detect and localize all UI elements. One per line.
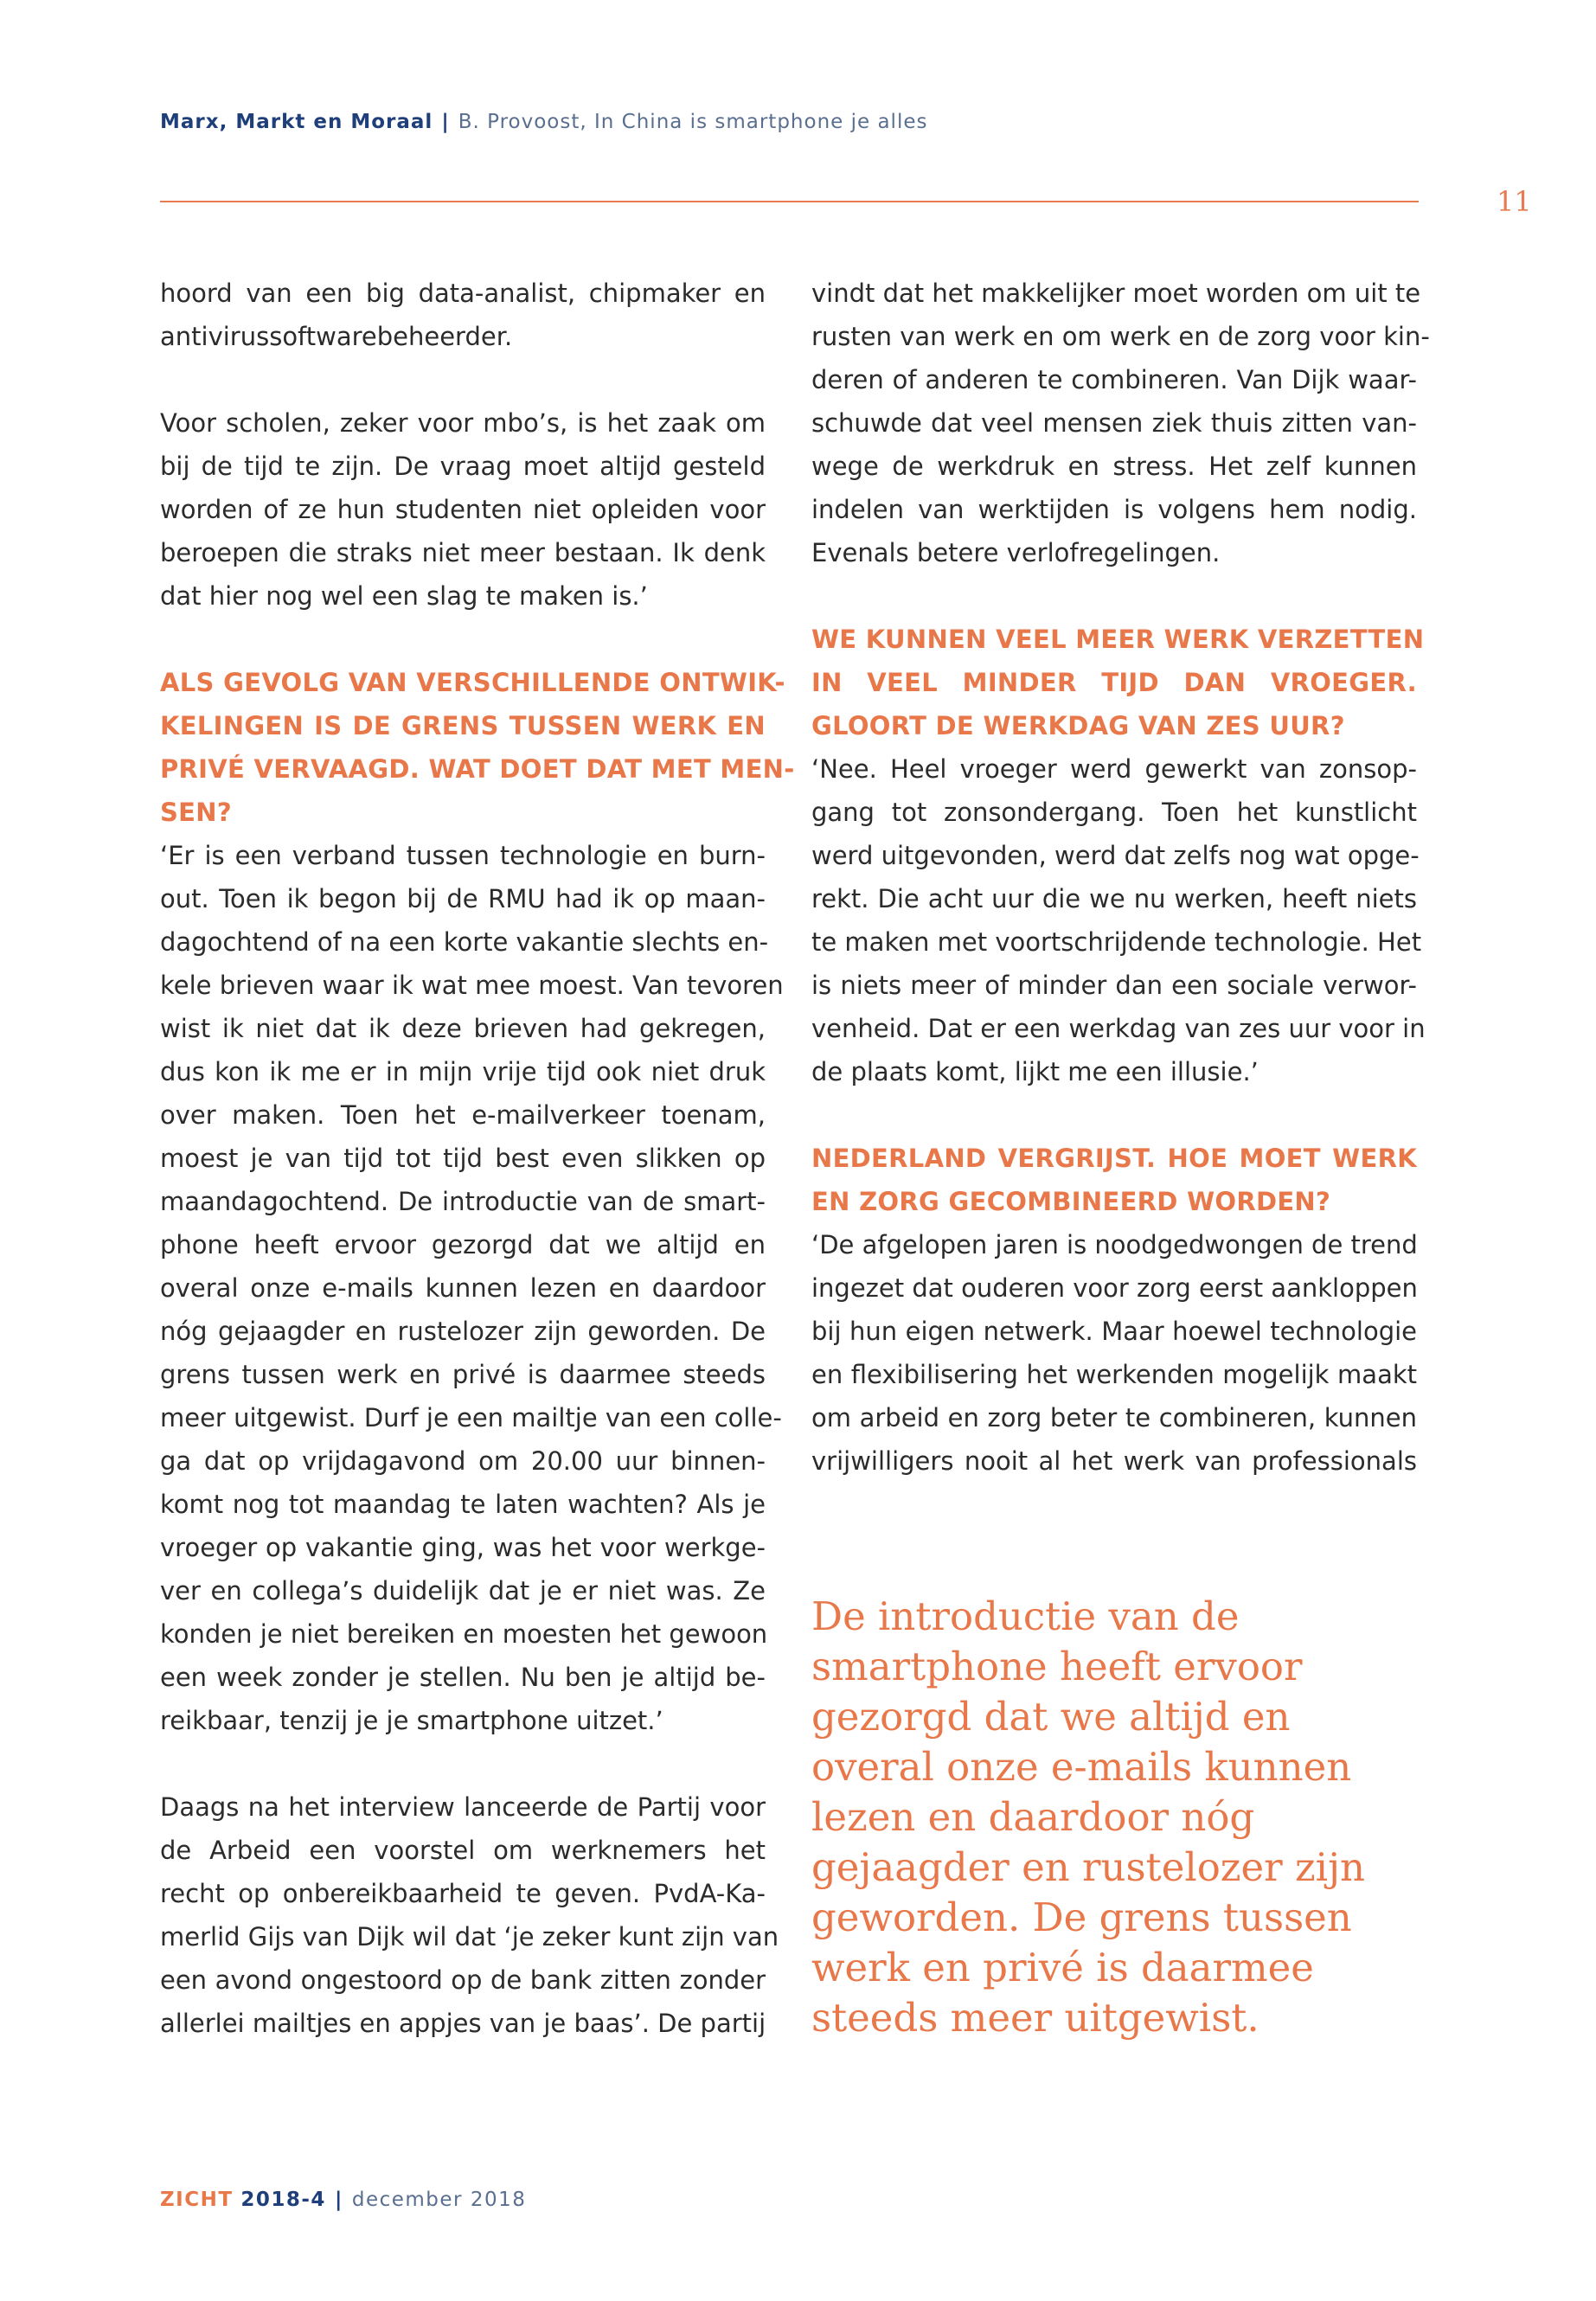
body-text-line: te maken met voortschrijdende technologie. Het [811,927,1422,957]
header-rule [160,201,1419,202]
body-text-line: dus kon ik me er in mijn vrije tijd ook niet druk [160,1057,766,1086]
magazine-name: ZICHT [160,2189,234,2211]
body-text-line: over maken. Toen het e-mailverkeer toenam, [160,1100,766,1130]
pull-quote-line: steeds meer uitgewist. [811,1995,1259,2041]
body-text-line: out. Toen ik begon bij de RMU had ik op maan- [160,884,766,913]
right-column [811,272,1430,1483]
body-text-line: rekt. Die acht uur die we nu werken, heeft niets [811,884,1417,913]
body-text-line: venheid. Dat er een werkdag van zes uur voor in [811,1014,1426,1043]
body-text-line: moest je van tijd tot tijd best even slikken op [160,1144,766,1173]
body-text-line: ‘Er is een verband tussen technologie en burn- [160,841,766,870]
paragraph-gap [811,574,1417,618]
pull-quote-line: De introductie van de [811,1593,1240,1639]
interview-question-line: ALS GEVOLG VAN VERSCHILLENDE ONTWIK- [160,668,785,697]
pull-quote-line: gejaagder en rustelozer zijn [811,1844,1365,1890]
paragraph-gap [160,358,766,401]
pull-quote-line: gezorgd dat we altijd en [811,1694,1291,1740]
issue-number: 2018-4 [240,2189,326,2211]
pull-quote-line: geworden. De grens tussen [811,1894,1352,1940]
body-text-line: ingezet dat ouderen voor zorg eerst aankloppen [811,1273,1418,1303]
body-text-line: om arbeid en zorg beter te combineren, kunnen [811,1403,1417,1433]
pull-quote [811,1592,1434,2043]
issue-date: december 2018 [351,2189,527,2211]
paragraph-gap [160,1742,766,1785]
body-text-line: konden je niet bereiken en moesten het gewoon [160,1619,768,1649]
body-text-line: nóg gejaagder en rustelozer zijn geworden. De [160,1317,766,1346]
body-text-line: allerlei mailtjes en appjes van je baas’. De partij [160,2009,766,2038]
body-text-line: ‘Nee. Heel vroeger werd gewerkt van zonsop- [811,754,1417,784]
body-text-line: een avond ongestoord op de bank zitten zonder [160,1965,766,1995]
body-text-line: worden of ze hun studenten niet opleiden voor [160,495,766,524]
interview-question-line: PRIVÉ VERVAAGD. WAT DOET DAT MET MEN- [160,754,795,784]
pull-quote-line: werk en privé is daarmee [811,1945,1314,1990]
body-text-line: ‘De afgelopen jaren is noodgedwongen de trend [811,1230,1418,1259]
body-text-line: dat hier nog wel een slag te maken is.’ [160,581,648,611]
paragraph-gap [811,1093,1417,1137]
running-header [160,111,927,133]
interview-question-line: EN ZORG GECOMBINEERD WORDEN? [811,1187,1331,1216]
body-text-line: reikbaar, tenzij je je smartphone uitzet.’ [160,1706,663,1735]
interview-question-line: WE KUNNEN VEEL MEER WERK VERZETTEN [811,625,1425,654]
body-text-line: rusten van werk en om werk en de zorg voor kin- [811,322,1430,351]
body-text-line: vrijwilligers nooit al het werk van professionals [811,1446,1417,1476]
body-text-line: recht op onbereikbaarheid te geven. PvdA-Ka- [160,1879,766,1908]
body-text-line: beroepen die straks niet meer bestaan. Ik denk [160,538,766,567]
body-text-line: ga dat op vrijdagavond om 20.00 uur binnen- [160,1446,766,1476]
interview-question-line: GLOORT DE WERKDAG VAN ZES UUR? [811,711,1345,740]
interview-question-line: IN VEEL MINDER TIJD DAN VROEGER. [811,668,1417,697]
body-text-line: is niets meer of minder dan een sociale verwor- [811,971,1417,1000]
body-text-line: antivirussoftwarebeheerder. [160,322,513,351]
pull-quote-line: smartphone heeft ervoor [811,1644,1303,1689]
body-text-line: wist ik niet dat ik deze brieven had gekregen, [160,1014,766,1043]
body-text-line: gang tot zonsondergang. Toen het kunstlicht [811,798,1417,827]
body-text-line: wege de werkdruk en stress. Het zelf kunnen [811,452,1417,481]
article-reference: B. Provoost, In China is smartphone je alles [458,111,928,133]
footer-separator: | [334,2189,343,2211]
body-text-line: schuwde dat veel mensen ziek thuis zitten van- [811,408,1417,438]
interview-question-line: SEN? [160,798,232,827]
body-text-line: bij de tijd te zijn. De vraag moet altijd gesteld [160,452,766,481]
body-text-line: de plaats komt, lijkt me een illusie.’ [811,1057,1259,1086]
page-footer [160,2189,526,2211]
body-text-line: overal onze e-mails kunnen lezen en daardoor [160,1273,766,1303]
pull-quote-line: overal onze e-mails kunnen [811,1744,1352,1790]
paragraph-gap [160,618,766,661]
left-column [160,272,795,2045]
body-text-line: deren of anderen te combineren. Van Dijk waar- [811,365,1417,394]
page-number: 11 [1497,185,1532,218]
header-separator: | [441,111,450,133]
interview-question-line: NEDERLAND VERGRIJST. HOE MOET WERK [811,1144,1417,1173]
body-text-line: maandagochtend. De introductie van de smart- [160,1187,766,1216]
body-text-line: Voor scholen, zeker voor mbo’s, is het zaak om [160,408,766,438]
body-text-line: merlid Gijs van Dijk wil dat ‘je zeker kunt zijn van [160,1922,779,1952]
body-text-line: Daags na het interview lanceerde de Partij voor [160,1792,766,1822]
pull-quote-line: lezen en daardoor nóg [811,1794,1255,1840]
body-text-line: werd uitgevonden, werd dat zelfs nog wat opge- [811,841,1420,870]
body-text-line: dagochtend of na een korte vakantie slechts en- [160,927,769,957]
body-text-line: indelen van werktijden is volgens hem nodig. [811,495,1417,524]
body-text-line: en flexibilisering het werkenden mogelijk maakt [811,1360,1417,1389]
body-text-line: vindt dat het makkelijker moet worden om uit te [811,279,1421,308]
body-text-line: ver en collega’s duidelijk dat je er niet was. Ze [160,1576,766,1606]
body-text-line: vroeger op vakantie ging, was het voor werkge- [160,1533,766,1562]
body-text-line: bij hun eigen netwerk. Maar hoewel technologie [811,1317,1417,1346]
body-text-line: de Arbeid een voorstel om werknemers het [160,1836,766,1865]
body-text-line: een week zonder je stellen. Nu ben je altijd be- [160,1663,766,1692]
interview-question-line: KELINGEN IS DE GRENS TUSSEN WERK EN [160,711,766,740]
body-text-line: meer uitgewist. Durf je een mailtje van een colle- [160,1403,782,1433]
body-text-line: hoord van een big data-analist, chipmaker en [160,279,766,308]
body-text-line: kele brieven waar ik wat mee moest. Van tevoren [160,971,784,1000]
publication-title: Marx, Markt en Moraal [160,111,433,133]
body-text-line: phone heeft ervoor gezorgd dat we altijd en [160,1230,766,1259]
body-text-line: grens tussen werk en privé is daarmee steeds [160,1360,766,1389]
body-text-line: komt nog tot maandag te laten wachten? Als je [160,1490,766,1519]
body-text-line: Evenals betere verlofregelingen. [811,538,1221,567]
